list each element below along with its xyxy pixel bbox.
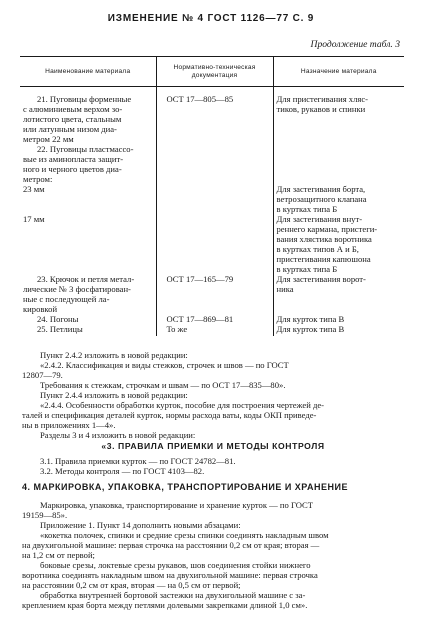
- paragraph: 19159—85».: [22, 510, 68, 520]
- document-body-part2: [22, 456, 404, 476]
- paragraph: талей и спецификация деталей курток, нормы расхода ваты, коды ОКП приведе-: [22, 410, 317, 420]
- paragraph: Маркировка, упаковка, транспортирование и хранение курток — по ГОСТ: [40, 500, 313, 510]
- table-body: [20, 87, 404, 337]
- paragraph: воротника соединять накладным швом на двухигольной машине: первая строчка: [22, 570, 318, 580]
- paragraph: на 1,2 см от первой;: [22, 550, 95, 560]
- paragraph: 12807—79.: [22, 370, 63, 380]
- cell-text-line: лотистого цвета, стальным: [23, 114, 122, 124]
- cell-text-line: метром 22 мм: [23, 134, 74, 144]
- column-header-material: Наименование материала: [20, 57, 156, 87]
- cell-text-line: Для курток типа В: [276, 314, 345, 324]
- purpose-cell: [273, 314, 404, 324]
- paragraph: «2.4.2. Классификация и виды стежков, строчек и швов — по ГОСТ: [40, 360, 289, 370]
- paragraph: Требования к стежкам, строчкам и швам — по ОСТ 17—835—80».: [40, 380, 286, 390]
- cell-text-line: [167, 204, 270, 214]
- material-name-cell: [20, 274, 156, 314]
- cell-text-line: пристегивания капюшона: [276, 254, 371, 264]
- cell-text-line: [167, 154, 270, 164]
- column-header-purpose: Назначение материала: [273, 57, 404, 87]
- cell-text-line: [277, 154, 402, 164]
- table-continuation-label: Продолжение табл. 3: [310, 39, 400, 50]
- cell-text-line: Для застегивания борта,: [276, 184, 366, 194]
- paragraph: 3.2. Методы контроля — по ГОСТ 4103—82.: [40, 466, 205, 476]
- cell-text-line: с алюминиевым верхом зо-: [23, 104, 123, 114]
- cell-text-line: [277, 304, 402, 314]
- cell-text-line: ные с последующей ла-: [23, 294, 110, 304]
- table-row: [20, 214, 404, 274]
- cell-text-line: Для пристегивания хляс-: [276, 94, 369, 104]
- cell-text-line: [167, 164, 270, 174]
- cell-text-line: [167, 244, 270, 254]
- table-row: [20, 184, 404, 214]
- cell-text-line: Для застегивания ворот-: [276, 274, 366, 284]
- table-row: [20, 87, 404, 145]
- paragraph: ны в приложениях 1—4».: [22, 420, 116, 430]
- paragraph: обработка внутренней бортовой застежки на двухигольной машине с за-: [40, 590, 306, 600]
- paragraph: «кокетка полочек, спинки и средние срезы спинки соединять накладным швом: [40, 530, 329, 540]
- cell-text-line: ника: [276, 284, 294, 294]
- cell-text-line: в куртках типа Б: [276, 204, 338, 214]
- table-row: [20, 314, 404, 324]
- cell-text-line: Для курток типа В: [276, 324, 345, 334]
- section-heading-3: «3. ПРАВИЛА ПРИЕМКИ И МЕТОДЫ КОНТРОЛЯ: [101, 441, 325, 451]
- paragraph: Разделы 3 и 4 изложить в новой редакции:: [40, 430, 196, 440]
- cell-text-line: [167, 144, 270, 154]
- cell-text-line: Для застегивания внут-: [276, 214, 363, 224]
- cell-text-line: [23, 224, 153, 234]
- cell-text-line: 23. Крючок и петля метал-: [37, 274, 135, 284]
- documentation-cell: [156, 324, 273, 336]
- cell-text-line: ветрозащитного клапана: [276, 194, 367, 204]
- purpose-cell: [273, 324, 404, 336]
- cell-text-line: [167, 104, 270, 114]
- document-title: ИЗМЕНЕНИЕ № 4 ГОСТ 1126—77 С. 9: [107, 13, 315, 24]
- cell-text-line: 21. Пуговицы форменные: [37, 94, 132, 104]
- cell-text-line: вые из аминопласта защит-: [23, 154, 124, 164]
- documentation-cell: [156, 274, 273, 314]
- table-row: [20, 324, 404, 336]
- paragraph: Приложение 1. Пункт 14 дополнить новыми абзацами:: [40, 520, 241, 530]
- cell-text-line: [23, 234, 153, 244]
- document-body-part1: [22, 350, 404, 440]
- purpose-cell: [273, 214, 404, 274]
- cell-text-line: 23 мм: [23, 184, 45, 194]
- cell-text-line: или латунным низом диа-: [23, 124, 117, 134]
- cell-text-line: ОСТ 17—165—79: [166, 274, 234, 284]
- cell-text-line: [23, 254, 153, 264]
- paragraph: боковые срезы, локтевые срезы рукавов, шов соединения стойки нижнего: [40, 560, 311, 570]
- table-header-row: [20, 57, 404, 87]
- cell-text-line: [167, 124, 270, 134]
- cell-text-line: метром:: [23, 174, 53, 184]
- cell-text-line: ОСТ 17—805—85: [166, 94, 234, 104]
- documentation-cell: [156, 214, 273, 274]
- purpose-cell: [273, 87, 404, 145]
- cell-text-line: [277, 144, 402, 154]
- cell-text-line: 25. Петлицы: [37, 324, 83, 334]
- cell-text-line: [277, 174, 402, 184]
- paragraph: Пункт 2.4.4 изложить в новой редакции:: [40, 390, 188, 400]
- cell-text-line: тиков, рукавов и спинки: [276, 104, 366, 114]
- cell-text-line: [167, 224, 270, 234]
- purpose-cell: [273, 274, 404, 314]
- material-name-cell: [20, 184, 156, 214]
- purpose-cell: [273, 184, 404, 214]
- material-name-cell: [20, 144, 156, 184]
- cell-text-line: [277, 124, 402, 134]
- cell-text-line: [167, 214, 270, 224]
- cell-text-line: [167, 254, 270, 264]
- cell-text-line: 22. Пуговицы пластмассо-: [37, 144, 134, 154]
- paragraph: креплением края борта между петлями долевыми закрепками длиной 1,0 см».: [22, 600, 308, 610]
- column-header-documentation: Нормативно-техническая документация: [156, 57, 273, 87]
- paragraph: 3.1. Правила приемки курток — по ГОСТ 24782—81.: [40, 456, 236, 466]
- purpose-cell: [273, 144, 404, 184]
- cell-text-line: ного и черного цветов диа-: [23, 164, 122, 174]
- table-row: [20, 274, 404, 314]
- cell-text-line: в куртках типа Б: [276, 264, 338, 274]
- paragraph: Пункт 2.4.2 изложить в новой редакции:: [40, 350, 188, 360]
- paragraph: «2.4.4. Особенности обработки курток, пособие для построения чертежей де-: [40, 400, 324, 410]
- cell-text-line: кировкой: [23, 304, 58, 314]
- table-row: [20, 144, 404, 184]
- documentation-cell: [156, 87, 273, 145]
- cell-text-line: 24. Погоны: [37, 314, 79, 324]
- cell-text-line: [277, 164, 402, 174]
- material-name-cell: [20, 314, 156, 324]
- cell-text-line: реннего кармана, пристеги-: [276, 224, 378, 234]
- cell-text-line: 17 мм: [23, 214, 45, 224]
- material-name-cell: [20, 214, 156, 274]
- cell-text-line: ОСТ 17—869—81: [166, 314, 234, 324]
- documentation-cell: [156, 144, 273, 184]
- cell-text-line: [277, 134, 402, 144]
- cell-text-line: [23, 264, 153, 274]
- cell-text-line: в куртках типов А и Б,: [276, 244, 359, 254]
- cell-text-line: [23, 244, 153, 254]
- cell-text-line: [167, 194, 270, 204]
- cell-text-line: [167, 114, 270, 124]
- cell-text-line: То же: [166, 324, 188, 334]
- materials-table: [20, 56, 404, 336]
- cell-text-line: [167, 134, 270, 144]
- cell-text-line: [23, 194, 153, 204]
- cell-text-line: [167, 294, 270, 304]
- document-body-part3: [22, 500, 404, 610]
- material-name-cell: [20, 324, 156, 336]
- cell-text-line: [277, 114, 402, 124]
- material-name-cell: [20, 87, 156, 145]
- cell-text-line: [167, 174, 270, 184]
- cell-text-line: [277, 294, 402, 304]
- cell-text-line: лические № 3 фосфатирован-: [23, 284, 131, 294]
- cell-text-line: вания хлястика воротника: [276, 234, 372, 244]
- documentation-cell: [156, 184, 273, 214]
- cell-text-line: [23, 204, 153, 214]
- cell-text-line: [167, 284, 270, 294]
- cell-text-line: [167, 304, 270, 314]
- paragraph: на двухигольной машине: первая строчка на расстоянии 0,2 см от края; вторая —: [22, 540, 320, 550]
- cell-text-line: [167, 184, 270, 194]
- documentation-cell: [156, 314, 273, 324]
- section-heading-4: 4. МАРКИРОВКА, УПАКОВКА, ТРАНСПОРТИРОВАНИЕ И ХРАНЕНИЕ: [22, 482, 348, 492]
- paragraph: на расстоянии 0,2 см от края, вторая — на 0,5 см от первой;: [22, 580, 241, 590]
- cell-text-line: [167, 234, 270, 244]
- cell-text-line: [167, 264, 270, 274]
